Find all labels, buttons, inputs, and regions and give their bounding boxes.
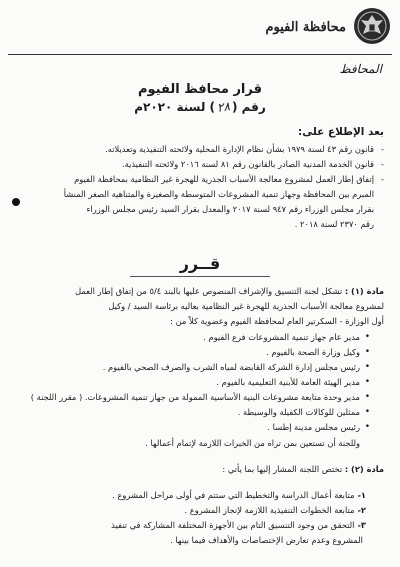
decree-number-prefix: رقم ( — [231, 100, 266, 114]
decided-underline — [130, 276, 270, 277]
member-item: • رئيس مجلس مدينة إطسا . — [12, 420, 370, 435]
decree-number-handwritten: ٢٨ — [216, 99, 231, 115]
reference-item: بقرار مجلس الوزراء رقم ٩٤٧ لسنة ٢٠١٧ والمعدل بقرار السيد رئيس مجلس الوزراء — [86, 204, 374, 214]
signer-title: المحافظ — [339, 62, 382, 76]
reference-item: - إتفاق إطار العمل لمشروع معالجة الأسباب الجذرية للهجرة غير النظامية بمحافظة الفيوم — [12, 172, 384, 187]
committee-tasks — [12, 488, 366, 548]
reference-item: - قانون الخدمة المدنية الصادر بالقانون رقم ٨١ لسنة ٢٠١٦ ولائحته التنفيذية. — [12, 157, 384, 172]
after-reviewing-heading: بعد الإطلاع على: — [298, 126, 384, 138]
decree-number-suffix: ) لسنة ٢٠٢٠م — [134, 100, 216, 114]
task-item: ٢-متابعة الخطوات التنفيذية اللازمة لإنجاز المشروع . — [184, 505, 366, 515]
member-item: • مدير الهيئة العامة للأبنية التعليمية بالفيوم . — [12, 375, 370, 390]
task-item: ٣-التحقق من وجود التنسيق التام بين الأجهزة المختلفة المشاركة في تنفيذ — [111, 520, 366, 530]
article-1-label: مادة (١) : — [344, 286, 384, 296]
member-item: • مدير عام جهاز تنمية المشروعات فرع الفيوم . — [12, 330, 370, 345]
article-1-line: لمشروع معالجة الأسباب الجذرية للهجرة غير النظامية بعاليه برئاسة السيد / وكيل — [108, 301, 384, 311]
task-item: ١-متابعة أعمال الدراسة والتخطيط التي ستتم في أولى مراحل المشروع . — [112, 490, 366, 500]
article-1-line: مادة (١) : تشكل لجنة التنسيق والإشراف المنصوص عليها بالبند ٥/٤ من إتفاق إطار العمل — [75, 286, 384, 296]
margin-dot — [12, 198, 20, 206]
task-item: المشروع وعدم تعارض الإختصاصات والأهداف فيما بينها . — [170, 535, 363, 545]
article-1-line: أول الوزارة - السكرتير العام لمحافظة الفيوم وعضوية كلاً من : — [170, 316, 384, 326]
decided-heading: قــرر — [179, 254, 221, 273]
decree-number — [0, 100, 400, 114]
header-divider — [8, 54, 392, 55]
article-1 — [12, 284, 384, 329]
governorate-name: محافظة الفيوم — [265, 20, 346, 35]
article-2 — [12, 462, 384, 477]
decree-title: قرار محافظ الفيوم — [137, 82, 262, 97]
reference-item: رقم ٢٣٧٠ لسنة ٢٠١٨ . — [294, 219, 374, 229]
article-2-intro: تختص اللجنة المشار إليها بما يأتي : — [222, 464, 343, 474]
reference-item: المبرم بين المحافظة وجهاز تنمية المشروعات المتوسطة والصغيرة والمتناهية الصغر المنشأ — [63, 189, 374, 199]
member-item: • ممثلين للوكالات الكفيلة والوسيطة . — [12, 405, 370, 420]
member-item: • رئيس مجلس إدارة الشركة القابضة لمياه الشرب والصرف الصحي بالفيوم . — [12, 360, 370, 375]
member-item: • مدير وحدة متابعة مشروعات البنية الأساسية الممولة من جهاز تنمية المشروعات. ( مقرر اللجنة ) — [12, 390, 370, 405]
egypt-eagle-seal-icon — [352, 6, 392, 46]
committee-note: وللجنة أن تستعين بمن تراه من الخبرات اللازمة لإتمام أعمالها . — [145, 438, 360, 448]
committee-members — [12, 330, 370, 435]
letterhead — [0, 6, 400, 56]
article-2-label: مادة (٢) : — [344, 464, 384, 474]
reference-list — [12, 142, 384, 232]
member-item: • وكيل وزارة الصحة بالفيوم . — [12, 345, 370, 360]
reference-item: - قانون رقم ٤٣ لسنة ١٩٧٩ بشأن نظام الإدارة المحلية ولائحته التنفيذية وتعديلاته. — [12, 142, 384, 157]
